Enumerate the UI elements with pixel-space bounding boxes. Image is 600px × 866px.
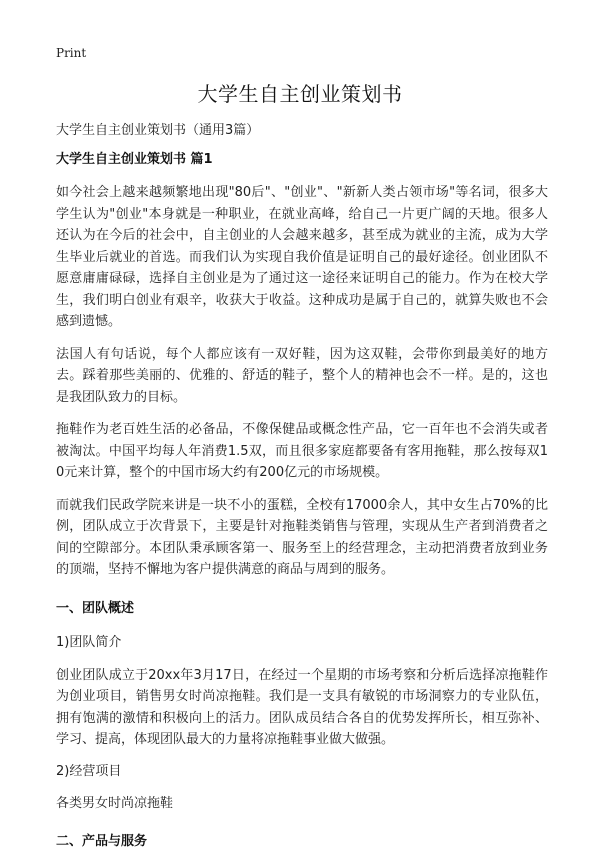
article-heading: 大学生自主创业策划书 篇1: [56, 152, 213, 167]
subsection-heading-business: 2)经营项目: [56, 763, 122, 779]
paragraph-market-size: 拖鞋作为老百姓生活的必备品，不像保健品或概念性产品，它一百年也不会消失或者被淘汰。中国平均每人年消费1.5双，而且很多家庭都要备有客用拖鞋，那么按每双10元来计算，整个的中国市场大约有200亿元的市场规模。: [56, 422, 548, 480]
paragraph-french-saying: 法国人有句话说，每个人都应该有一双好鞋，因为这双鞋，会带你到最美好的地方去。踩着那些美丽的、优雅的、舒适的鞋子，整个人的精神也会不一样。是的，这也是我团队致力的目标。: [56, 346, 548, 405]
article-body: [56, 150, 548, 866]
section-heading-team-overview: 一、团队概述: [56, 600, 135, 616]
paragraph-business: 各类男女时尚凉拖鞋: [56, 795, 174, 811]
paragraph-intro: 如今社会上越来越频繁地出现"80后"、"创业"、"新新人类占领市场"等名词，很多大学生认为"创业"本身就是一种职业，在就业高峰，给自己一片更广阔的天地。很多人还认为在今后的社会中，自主创业的人会越来越多，甚至成为就业的主流，成为大学生毕业后就业的首选。而我们认为实现自我价值是证明自己的最好途径。创业团队不愿意庸庸碌碌，选择自主创业是为了通过这一途径来证明自己的能力。作为在校大学生，我们明白创业有艰辛，收获大于收益。这种成功是属于自己的，就算失败也不会感到遗憾。: [56, 185, 548, 329]
print-link[interactable]: Print: [56, 46, 87, 60]
section-heading-products: 二、产品与服务: [56, 833, 148, 849]
document-subtitle: 大学生自主创业策划书（通用3篇）: [56, 123, 260, 138]
paragraph-campus-market: 而就我们民政学院来讲是一块不小的蛋糕，全校有17000余人，其中女生占70%的比例，团队成立于次背景下，主要是针对拖鞋类销售与管理，实现从生产者到消费者之间的空隙部分。本团队秉承顾客第一、服务至上的经营理念，主动把消费者放到业务的顶端，坚持不懈地为客户提供满意的商品与周到的服务。: [56, 497, 548, 577]
subsection-heading-team-intro: 1)团队简介: [56, 634, 122, 650]
paragraph-team-intro: 创业团队成立于20xx年3月17日，在经过一个星期的市场考察和分析后选择凉拖鞋作为创业项目，销售男女时尚凉拖鞋。我们是一支具有敏锐的市场洞察力的专业队伍，拥有饱满的激情和积极向上的活力。团队成员结合各自的优势发挥所长，相互弥补、学习、提高，体现团队最大的力量将凉拖鞋事业做大做强。: [56, 667, 548, 747]
page-title: 大学生自主创业策划书: [197, 82, 403, 106]
